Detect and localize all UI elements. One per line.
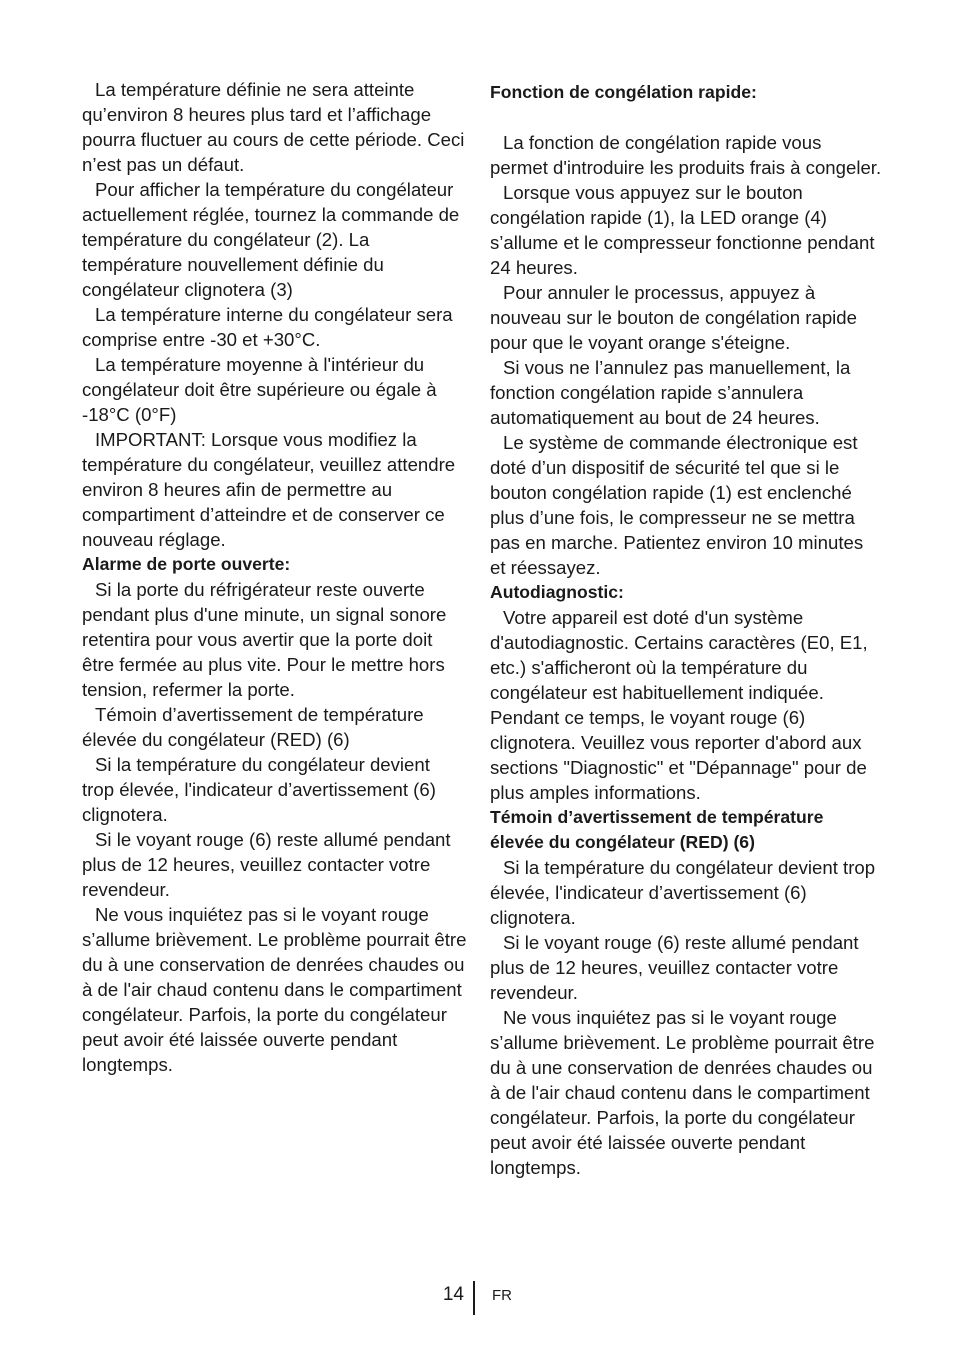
paragraph: Si le voyant rouge (6) reste allumé pendant plus de 12 heures, veuillez contacter votre revendeur. (490, 932, 859, 1003)
page-number: 14 (442, 1284, 464, 1305)
section-heading-temperature-warning: Témoin d’avertissement de température élevée du congélateur (RED) (6) (490, 807, 824, 852)
paragraph: Pour annuler le processus, appuyez à nouveau sur le bouton de congélation rapide pour que le voyant orange s'éteigne. (490, 282, 857, 353)
paragraph: Si la température du congélateur devient trop élevée, l'indicateur d’avertissement (6) clignotera. (490, 857, 876, 928)
paragraph: Pour afficher la température du congélateur actuellement réglée, tournez la commande de température du congélateur (2). La température nouvellement définie du congélateur clignotera (3) (82, 179, 460, 300)
paragraph: Si vous ne l’annulez pas manuellement, la fonction congélation rapide s’annulera automatiquement au bout de 24 heures. (490, 357, 851, 428)
language-code: FR (492, 1287, 512, 1304)
paragraph: La fonction de congélation rapide vous permet d'introduire les produits frais à congeler. (490, 132, 882, 178)
paragraph: Ne vous inquiétez pas si le voyant rouge s’allume brièvement. Le problème pourrait être du à une conservation de denrées chaudes ou à de l'air chaud contenu dans le compartiment congélateur. Parfois, la porte du congélateur peut avoir été laissée ouverte pendant longtemps. (82, 904, 467, 1075)
paragraph: Témoin d’avertissement de température élevée du congélateur (RED) (6) (82, 704, 424, 750)
right-column (490, 77, 882, 1180)
paragraph: Ne vous inquiétez pas si le voyant rouge s’allume brièvement. Le problème pourrait être du à une conservation de denrées chaudes ou à de l'air chaud contenu dans le compartiment congélateur. Parfois, la porte du congélateur peut avoir été laissée ouverte pendant longtemps. (490, 1007, 875, 1178)
paragraph: La température moyenne à l'intérieur du congélateur doit être supérieure ou égale à -18°C (0°F) (82, 354, 437, 425)
paragraph: Le système de commande électronique est doté d’un dispositif de sécurité tel que si le bouton congélation rapide (1) est enclenché plus d’une fois, le compresseur ne se mettra pas en marche. Patientez environ 10 minutes et réessayez. (490, 432, 864, 578)
paragraph: IMPORTANT: Lorsque vous modifiez la température du congélateur, veuillez attendre environ 8 heures afin de permettre au compartiment d’atteindre et de conserver ce nouveau réglage. (82, 429, 456, 550)
paragraph: Lorsque vous appuyez sur le bouton congélation rapide (1), la LED orange (4) s’allume et le compresseur fonctionne pendant 24 heures. (490, 182, 875, 278)
paragraph: Si la température du congélateur devient trop élevée, l'indicateur d’avertissement (6) clignotera. (82, 754, 436, 825)
paragraph: Votre appareil est doté d'un système d'autodiagnostic. Certains caractères (E0, E1, etc.) s'afficheront où la température du congélateur est habituellement indiquée. Pendant ce temps, le voyant rouge (6) clignotera. Veuillez vous reporter d'abord aux sections "Diagnostic" et "Dépannage" pour de plus amples informations. (490, 607, 868, 803)
blank-line (490, 105, 882, 130)
paragraph: Si la porte du réfrigérateur reste ouverte pendant plus d'une minute, un signal sonore retentira pour vous avertir que la porte doit être fermée au plus vite. Pour le mettre hors tension, refermer la porte. (82, 579, 447, 700)
paragraph: Si le voyant rouge (6) reste allumé pendant plus de 12 heures, veuillez contacter votre revendeur. (82, 829, 451, 900)
page-footer (0, 1281, 954, 1315)
paragraph: La température définie ne sera atteinte qu’environ 8 heures plus tard et l’affichage pourra fluctuer au cours de cette période. Ceci n’est pas un défaut. (82, 79, 465, 175)
left-column (82, 77, 467, 1077)
paragraph: La température interne du congélateur sera comprise entre -30 et +30°C. (82, 304, 453, 350)
section-heading-autodiagnostic: Autodiagnostic: (490, 582, 624, 602)
footer-divider (473, 1281, 475, 1315)
section-heading-fast-freeze: Fonction de congélation rapide: (490, 82, 757, 102)
section-heading-door-alarm: Alarme de porte ouverte: (82, 554, 291, 574)
